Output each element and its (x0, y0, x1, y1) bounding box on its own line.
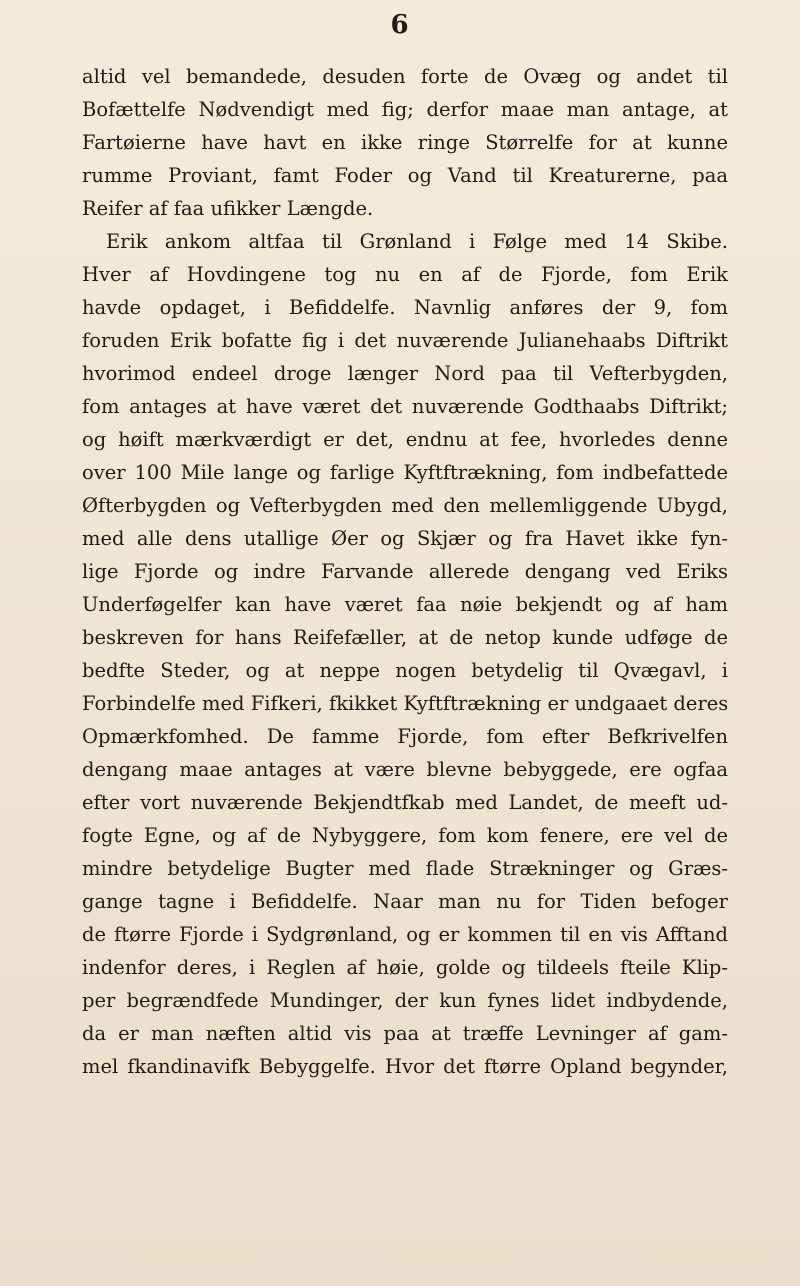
text-line: beskreven for hans Reifefæller, at de netop kunde udføge de (82, 626, 728, 649)
text-line: mel fkandinavifk Bebyggelfe. Hvor det ftørre Opland begynder, (82, 1055, 728, 1078)
text-line: Underføgelfer kan have været faa nøie bekjendt og af ham (82, 593, 728, 616)
text-line: fom antages at have været det nuværende Godthaabs Diftrikt; (82, 395, 728, 418)
text-line: og høift mærkværdigt er det, endnu at fee, hvorledes denne (82, 428, 728, 451)
text-line: Øfterbygden og Vefterbygden med den mellemliggende Ubygd, (82, 494, 728, 517)
text-line: hvorimod endeel droge længer Nord paa til Vefterbygden, (82, 362, 728, 385)
text-line: Fartøierne have havt en ikke ringe Størrelfe for at kunne (82, 131, 728, 154)
text-line: Erik ankom altfaa til Grønland i Følge med 14 Skibe. (106, 230, 728, 253)
text-line: indenfor deres, i Reglen af høie, golde og tildeels fteile Klip- (82, 956, 728, 979)
text-line: lige Fjorde og indre Farvande allerede dengang ved Eriks (82, 560, 728, 583)
text-line: Opmærkfomhed. De famme Fjorde, fom efter Befkrivelfen (82, 725, 728, 748)
text-line: bedfte Steder, og at neppe nogen betydelig til Qvægavl, i (82, 659, 728, 682)
text-line: Reifer af faa ufikker Længde. (82, 197, 374, 220)
text-line: dengang maae antages at være blevne bebyggede, ere ogfaa (82, 758, 728, 781)
text-line: Forbindelfe med Fifkeri, fkikket Kyftftrækning er undgaaet deres (82, 692, 728, 715)
page-number: 6 (390, 10, 410, 40)
body-text (82, 60, 728, 1083)
text-line: over 100 Mile lange og farlige Kyftftrækning, fom indbefattede (82, 461, 728, 484)
text-line: de ftørre Fjorde i Sydgrønland, og er kommen til en vis Afftand (82, 923, 728, 946)
text-line: havde opdaget, i Befiddelfe. Navnlig anføres der 9, fom (82, 296, 728, 319)
text-line: per begrændfede Mundinger, der kun fynes lidet indbydende, (82, 989, 728, 1012)
text-line: altid vel bemandede, desuden forte de Ovæg og andet til (82, 65, 728, 88)
text-line: Hver af Hovdingene tog nu en af de Fjorde, fom Erik (82, 263, 728, 286)
text-line: da er man næften altid vis paa at træffe Levninger af gam- (82, 1022, 728, 1045)
text-line: efter vort nuværende Bekjendtfkab med Landet, de meeft ud- (82, 791, 728, 814)
text-line: med alle dens utallige Øer og Skjær og fra Havet ikke fyn- (82, 527, 728, 550)
text-line: foruden Erik bofatte fig i det nuværende Julianehaabs Diftrikt (82, 329, 728, 352)
text-line: mindre betydelige Bugter med flade Strækninger og Græs- (82, 857, 728, 880)
text-line: fogte Egne, og af de Nybyggere, fom kom fenere, ere vel de (82, 824, 728, 847)
text-line: gange tagne i Befiddelfe. Naar man nu for Tiden befoger (82, 890, 728, 913)
text-line: rumme Proviant, famt Foder og Vand til Kreaturerne, paa (82, 164, 728, 187)
text-line: Bofættelfe Nødvendigt med fig; derfor maae man antage, at (82, 98, 728, 121)
